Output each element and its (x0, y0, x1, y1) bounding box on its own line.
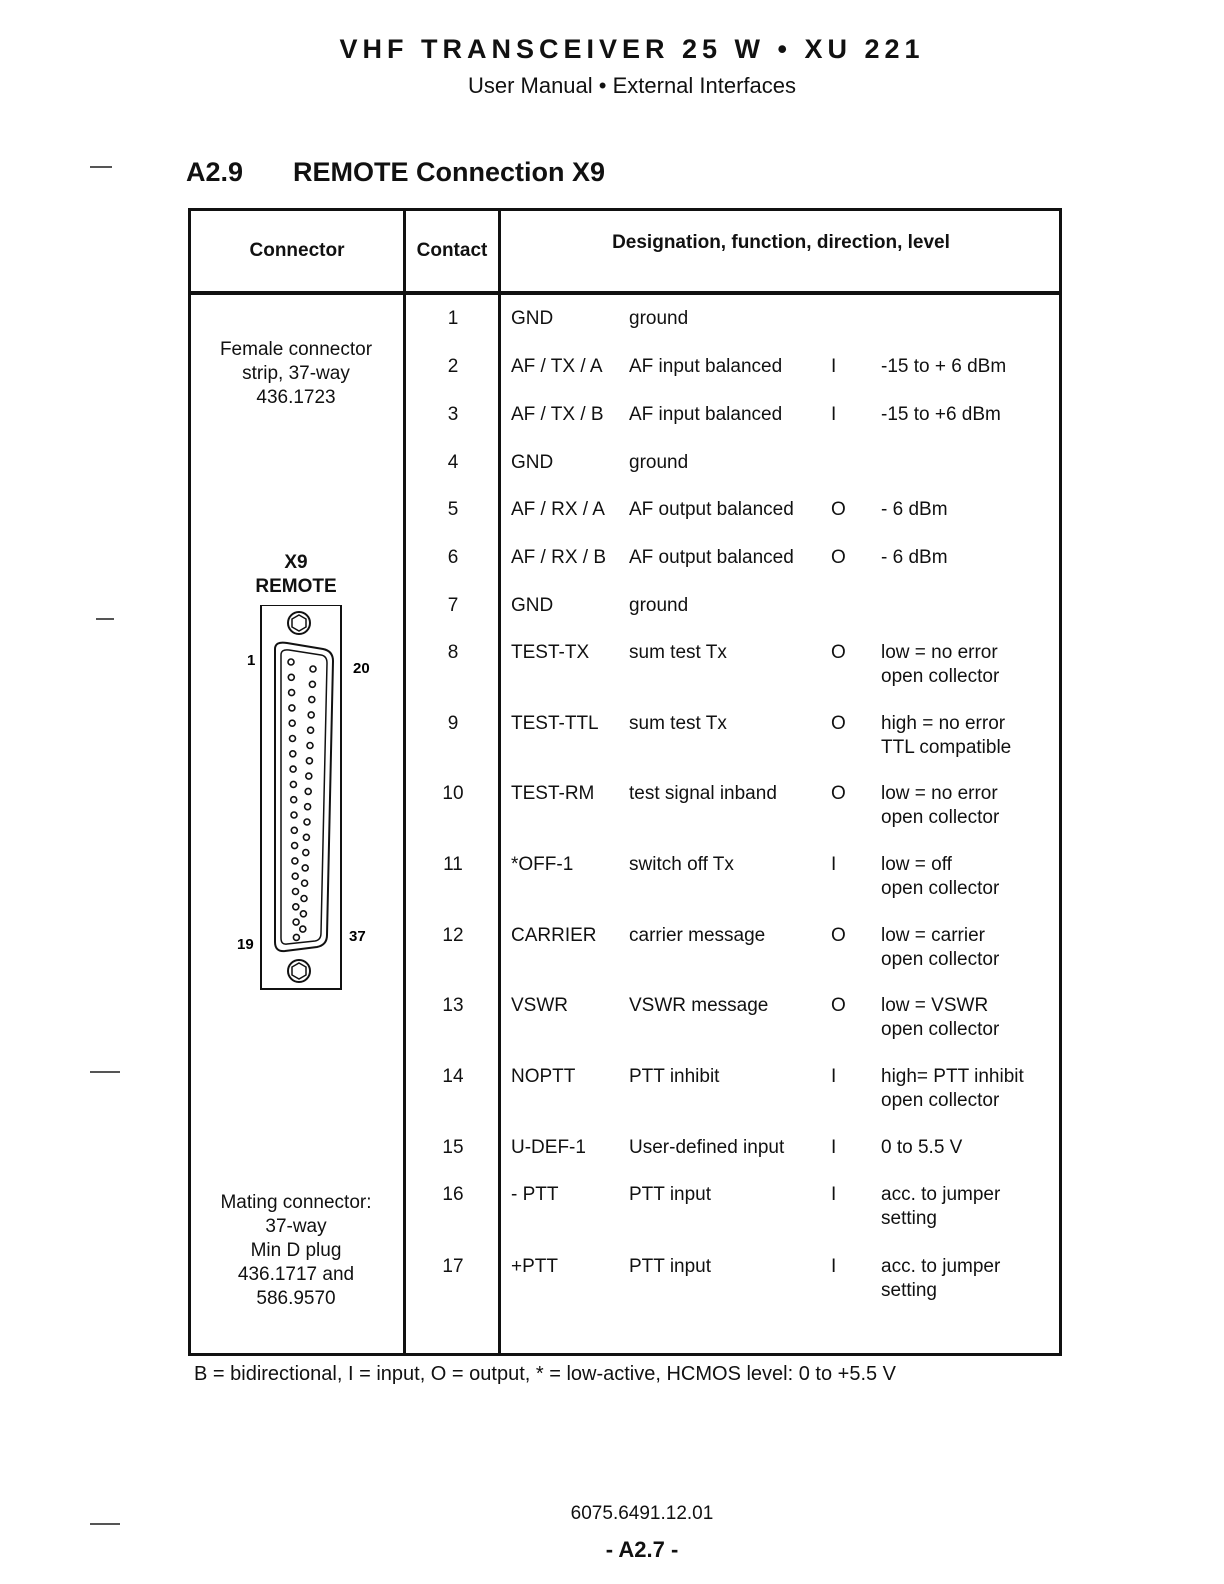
pin (304, 819, 310, 825)
pin (290, 766, 296, 772)
pin-row-1-19 (288, 659, 299, 940)
signal-direction: O (831, 995, 846, 1016)
contact-number: 9 (447, 713, 459, 734)
contact-number: 13 (442, 995, 464, 1016)
pin (303, 834, 309, 840)
signal-level: low = no error (881, 783, 998, 804)
signal-function: AF output balanced (629, 499, 794, 520)
signal-level-note: open collector (881, 1090, 1000, 1111)
signal-level-note: TTL compatible (881, 737, 1012, 758)
pin (291, 827, 297, 833)
connector-label-line: REMOTE (255, 576, 337, 597)
margin-mark (90, 166, 112, 168)
pin (308, 712, 314, 718)
pin (292, 873, 298, 879)
signal-direction: I (831, 854, 837, 875)
signal-level-note: open collector (881, 666, 1000, 687)
connector-label-line: X9 (284, 552, 308, 573)
table-header-row (191, 211, 1059, 295)
pin (305, 804, 311, 810)
document-number: 6075.6491.12.01 (570, 1503, 714, 1524)
signal-level-note: open collector (881, 949, 1000, 970)
contact-number: 8 (447, 642, 459, 663)
header-connector: Connector (249, 240, 345, 261)
signal-level: low = VSWR (881, 995, 989, 1016)
mating-connector-line: 37-way (265, 1216, 327, 1237)
signal-level: -15 to + 6 dBm (881, 356, 1007, 377)
signal-level: high= PTT inhibit (881, 1066, 1024, 1087)
contact-number: 5 (447, 499, 459, 520)
signal-direction: I (831, 356, 837, 377)
contact-number: 17 (442, 1256, 464, 1277)
signal-function: AF input balanced (629, 356, 783, 377)
document-subtitle: User Manual • External Interfaces (467, 73, 797, 98)
female-connector-line: 436.1723 (256, 387, 336, 408)
pin (293, 889, 299, 895)
document-title: VHF TRANSCEIVER 25 W • XU 221 (339, 34, 925, 64)
pin (303, 850, 309, 856)
signal-level: low = carrier (881, 925, 985, 946)
pin (306, 758, 312, 764)
contact-number: 16 (442, 1184, 464, 1205)
signal-function: VSWR message (629, 995, 769, 1016)
signal-direction: I (831, 1256, 837, 1277)
pin (293, 919, 299, 925)
pin-label-19: 19 (237, 936, 254, 953)
top-screw-icon (288, 612, 310, 634)
signal-function: sum test Tx (629, 713, 727, 734)
pin (290, 736, 296, 742)
pin (293, 904, 299, 910)
signal-function: PTT inhibit (629, 1066, 720, 1087)
signal-name: U-DEF-1 (511, 1137, 586, 1158)
signal-name: TEST-TTL (511, 713, 599, 734)
pin (290, 751, 296, 757)
section-title: REMOTE Connection X9 (293, 157, 606, 187)
signal-level-note: open collector (881, 807, 1000, 828)
signal-function: AF output balanced (629, 547, 794, 568)
contact-number: 6 (447, 547, 459, 568)
signal-function: switch off Tx (629, 854, 734, 875)
signal-direction: O (831, 713, 846, 734)
pin (307, 743, 313, 749)
signal-function: User-defined input (629, 1137, 785, 1158)
pin (302, 865, 308, 871)
pin (292, 843, 298, 849)
contact-number: 2 (447, 356, 459, 377)
signal-direction: O (831, 925, 846, 946)
signal-name: AF / RX / B (511, 547, 607, 568)
pin (292, 858, 298, 864)
signal-level: acc. to jumper (881, 1184, 1001, 1205)
signal-function: PTT input (629, 1256, 712, 1277)
pin-label-37: 37 (349, 928, 366, 945)
signal-level-note: setting (881, 1208, 937, 1229)
signal-direction: O (831, 499, 846, 520)
signal-direction: I (831, 1184, 837, 1205)
header-contact: Contact (416, 240, 488, 261)
pin (288, 659, 294, 665)
mating-connector-line: 436.1717 and (237, 1264, 355, 1285)
contact-number: 1 (447, 308, 459, 329)
signal-function: AF input balanced (629, 404, 783, 425)
signal-direction: O (831, 547, 846, 568)
contact-number: 14 (442, 1066, 464, 1087)
female-connector-line: strip, 37-way (242, 363, 350, 384)
signal-function: ground (629, 595, 689, 616)
page-number: - A2.7 - (605, 1537, 679, 1562)
margin-mark (96, 618, 114, 620)
connector-shell-inner (281, 650, 327, 944)
signal-name: +PTT (511, 1256, 558, 1277)
signal-name: *OFF-1 (511, 854, 574, 875)
pin (306, 773, 312, 779)
signal-name: - PTT (511, 1184, 559, 1205)
pin (291, 812, 297, 818)
signal-function: PTT input (629, 1184, 712, 1205)
pin (289, 705, 295, 711)
pin (305, 788, 311, 794)
signal-name: AF / TX / B (511, 404, 604, 425)
signal-function: ground (629, 308, 689, 329)
contact-number: 3 (447, 404, 459, 425)
female-connector-line: Female connector (219, 339, 373, 360)
signal-level-note: open collector (881, 878, 1000, 899)
contact-number: 4 (447, 452, 459, 473)
signal-level: low = no error (881, 642, 998, 663)
signal-function: sum test Tx (629, 642, 727, 663)
signal-level: high = no error (881, 713, 1006, 734)
contact-number: 10 (442, 783, 464, 804)
pin (288, 674, 294, 680)
signal-name: AF / TX / A (511, 356, 603, 377)
bottom-screw-icon (288, 960, 310, 982)
table-footnote: B = bidirectional, I = input, O = output, * = low-active, HCMOS level: 0 to +5.5 V (194, 1363, 897, 1385)
signal-name: TEST-TX (511, 642, 590, 663)
signal-name: VSWR (511, 995, 568, 1016)
pin (308, 727, 314, 733)
pin (289, 690, 295, 696)
signal-name: NOPTT (511, 1066, 576, 1087)
remote-connection-table (188, 208, 1062, 1356)
mating-connector-line: Mating connector: (220, 1192, 372, 1213)
signal-level: acc. to jumper (881, 1256, 1001, 1277)
section-heading (186, 157, 605, 188)
pin (300, 911, 306, 917)
mating-connector-line: Min D plug (250, 1240, 342, 1261)
pin (293, 934, 299, 940)
pin (289, 720, 295, 726)
signal-function: carrier message (629, 925, 766, 946)
pin (309, 697, 315, 703)
margin-mark (90, 1071, 120, 1073)
contact-number: 15 (442, 1137, 464, 1158)
pin (302, 880, 308, 886)
pin (309, 681, 315, 687)
contact-number: 7 (447, 595, 459, 616)
pin (300, 926, 306, 932)
signal-direction: I (831, 1137, 837, 1158)
female-connector-description (191, 338, 401, 410)
signal-name: GND (511, 308, 554, 329)
signal-level-note: setting (881, 1280, 937, 1301)
signal-name: CARRIER (511, 925, 597, 946)
pin-row-20-37 (300, 666, 316, 932)
signal-function: ground (629, 452, 689, 473)
signal-level: 0 to 5.5 V (881, 1137, 963, 1158)
signal-level: - 6 dBm (881, 547, 948, 568)
signal-name: TEST-RM (511, 783, 595, 804)
signal-direction: I (831, 1066, 837, 1087)
header-designation: Designation, function, direction, level (612, 232, 950, 253)
pin (310, 666, 316, 672)
pin-label-20: 20 (353, 660, 370, 677)
contact-number: 12 (442, 925, 464, 946)
mating-connector-description (191, 1191, 401, 1311)
signal-direction: O (831, 783, 846, 804)
signal-level: -15 to +6 dBm (881, 404, 1001, 425)
pin (301, 896, 307, 902)
signal-level: - 6 dBm (881, 499, 948, 520)
signal-name: GND (511, 595, 554, 616)
signal-function: test signal inband (629, 783, 777, 804)
connector-label (191, 551, 401, 599)
contact-number: 11 (443, 854, 463, 875)
signal-direction: O (831, 642, 846, 663)
pin (291, 797, 297, 803)
mating-connector-line: 586.9570 (256, 1288, 336, 1309)
signal-direction: I (831, 404, 837, 425)
d-sub-connector-diagram (235, 605, 385, 997)
pin-label-1: 1 (247, 652, 256, 669)
signal-name: AF / RX / A (511, 499, 605, 520)
pin (290, 781, 296, 787)
section-number: A2.9 (186, 157, 244, 187)
signal-name: GND (511, 452, 554, 473)
signal-level: low = off (881, 854, 952, 875)
signal-level-note: open collector (881, 1019, 1000, 1040)
